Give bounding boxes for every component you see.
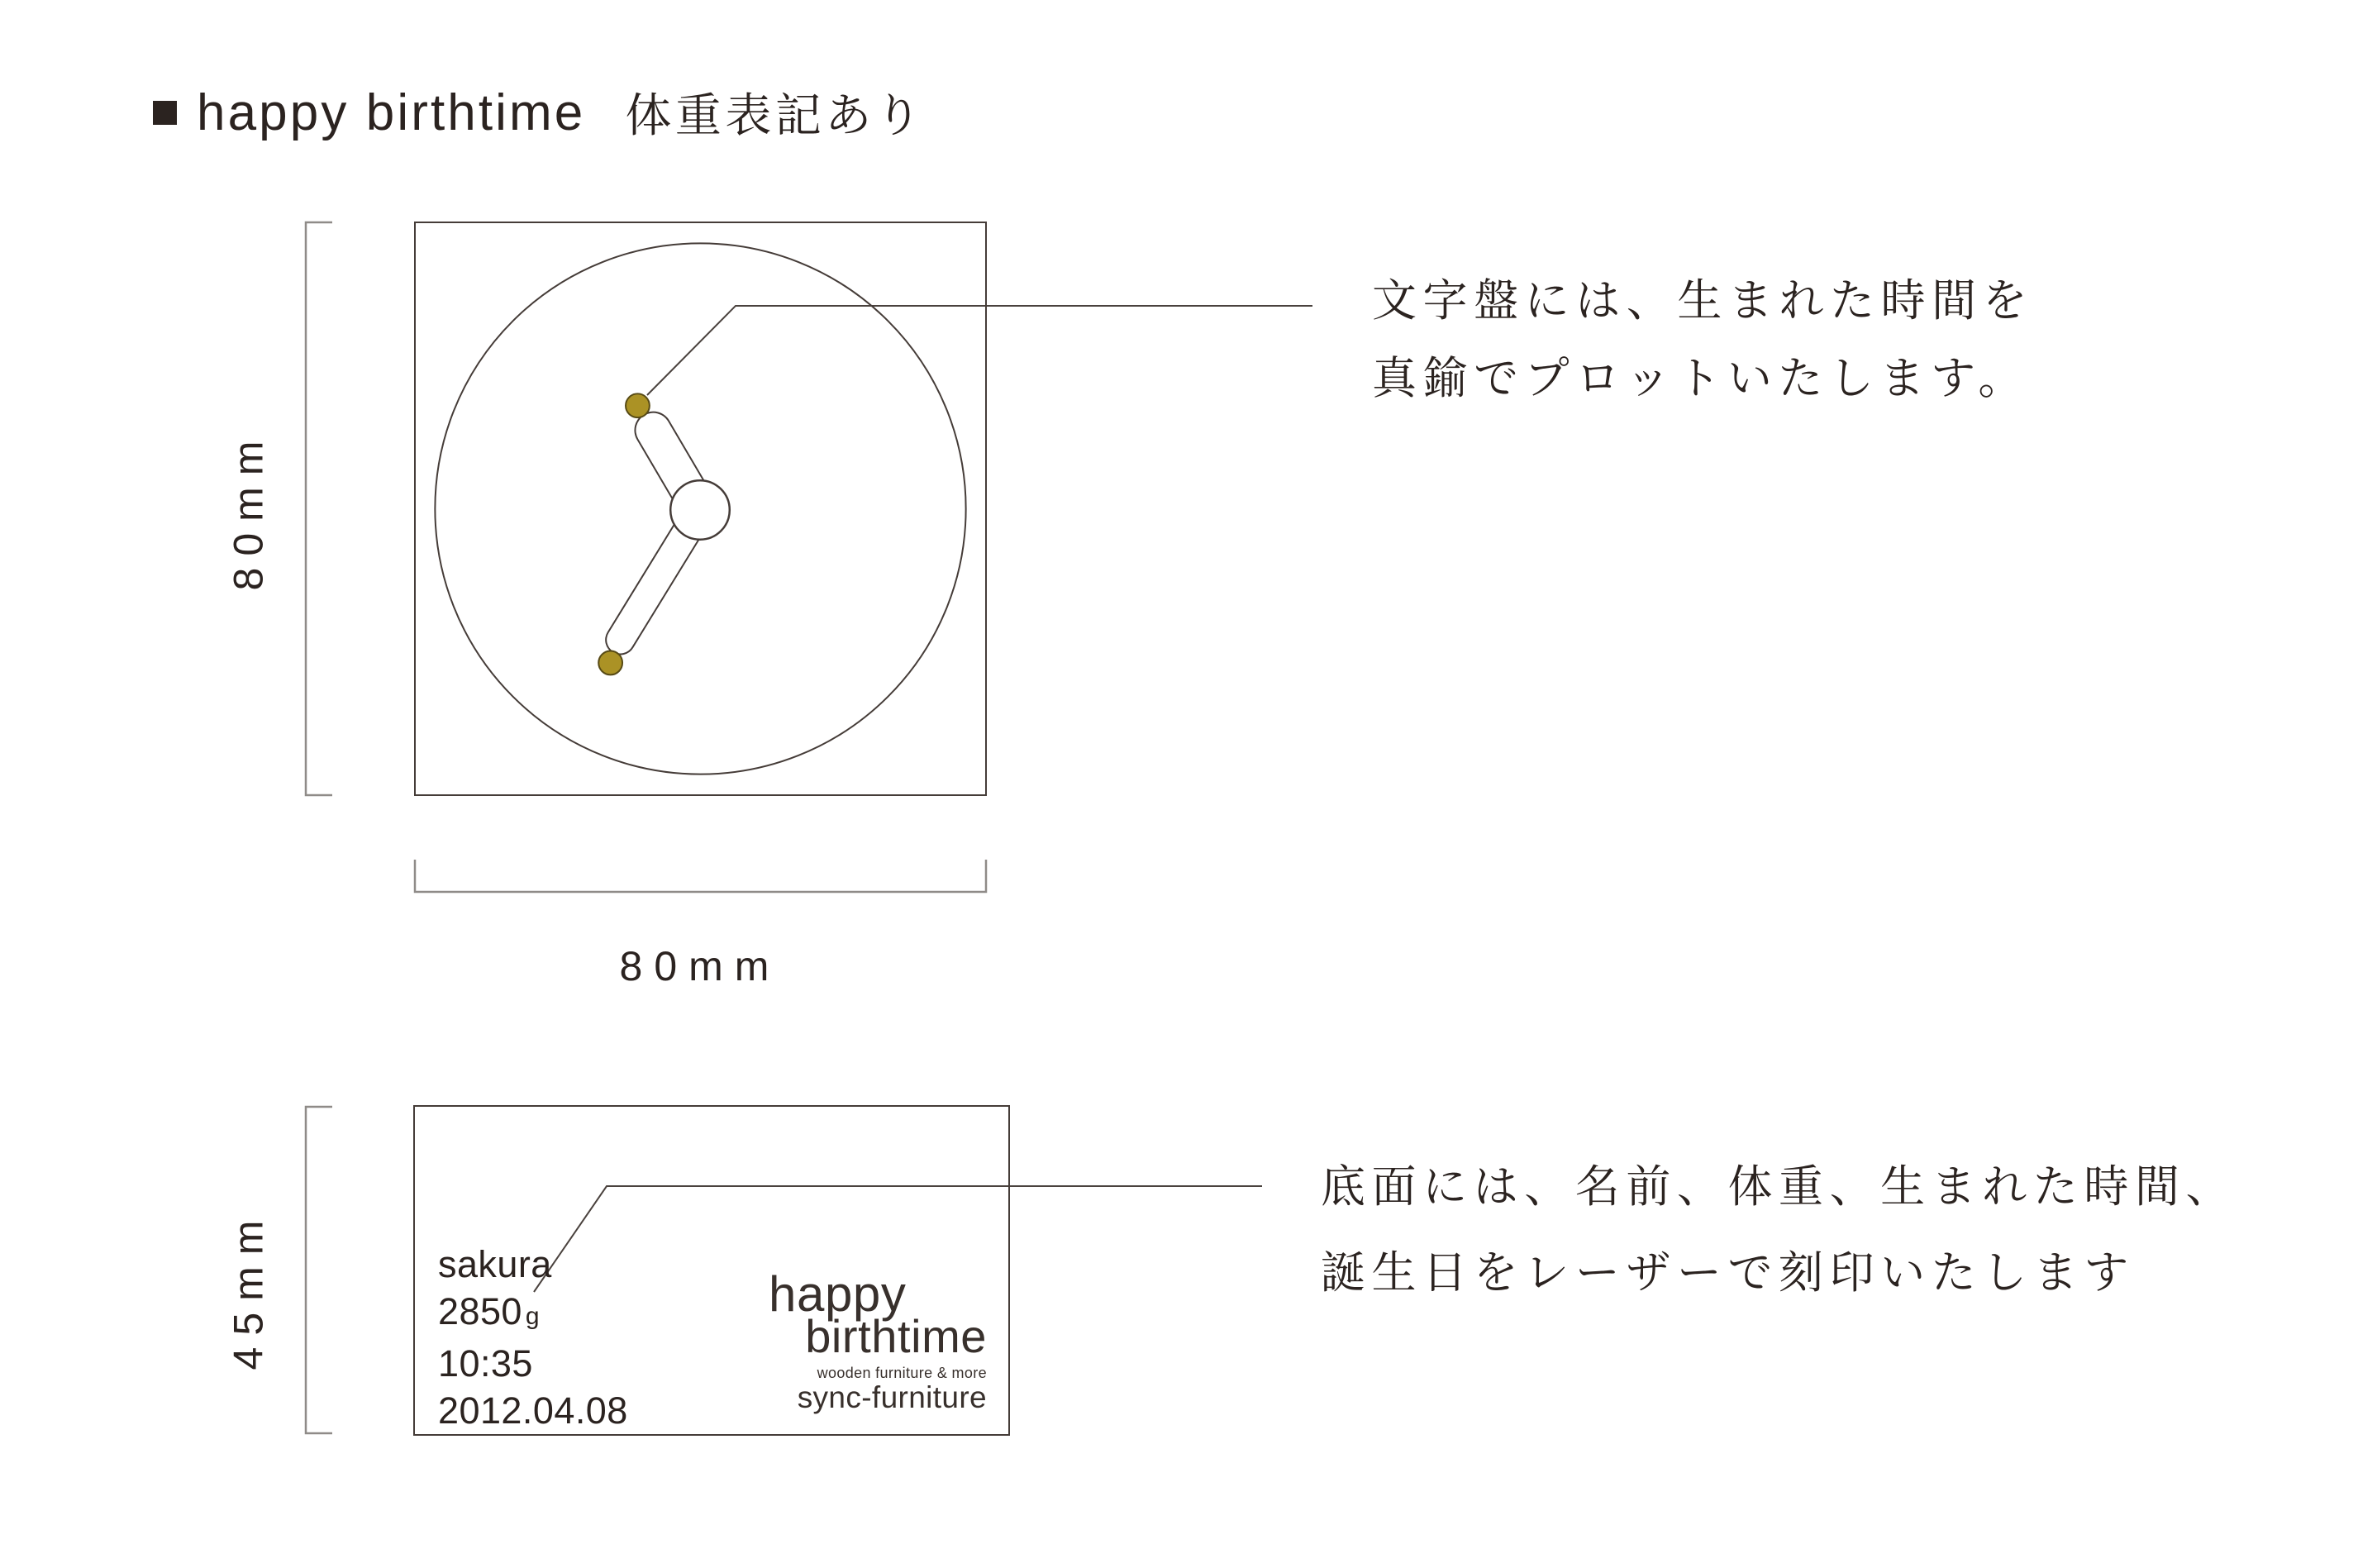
- bottom-annotation-line1: 底面には、名前、体重、生まれた時間、: [1321, 1162, 2237, 1212]
- clock-face-drawing: [416, 223, 985, 794]
- engraving-name: sakura: [438, 1243, 552, 1285]
- dimension-label-width-80mm: 80mm: [619, 943, 781, 989]
- product-variant-label: 体重表記あり: [625, 89, 926, 141]
- logo-happy: happy: [769, 1266, 907, 1322]
- square-bullet-icon: [153, 101, 177, 125]
- engraving-date: 2012.04.08: [438, 1389, 628, 1432]
- dimension-label-height-80mm: 80mm: [224, 429, 271, 591]
- engraving-time: 10:35: [438, 1342, 533, 1385]
- engraving-weight-unit: g: [525, 1303, 541, 1330]
- product-name: happy birthtime: [197, 83, 586, 141]
- dial-annotation: [1372, 274, 2033, 430]
- dimension-label-height-45mm: 45mm: [224, 1208, 271, 1370]
- brass-dot-hour: [626, 393, 650, 417]
- page-title: [153, 79, 925, 145]
- brass-dot-minute: [598, 651, 622, 675]
- center-hub: [670, 480, 730, 540]
- engraving-text-block: [438, 1241, 628, 1434]
- logo-tagline: wooden furniture & more: [817, 1365, 987, 1381]
- logo-brand-name: sync-furniture: [797, 1380, 987, 1414]
- dial-annotation-line1: 文字盤には、生まれた時間を: [1372, 276, 2034, 326]
- clock-front-view: [414, 222, 987, 796]
- logo-birthtime: birthtime: [805, 1310, 987, 1362]
- bottom-annotation-line2: 誕生日をレーザーで刻印いたします: [1321, 1248, 2135, 1298]
- dimension-bracket-80mm-horizontal: [415, 860, 986, 892]
- bottom-annotation: [1321, 1161, 2236, 1332]
- brand-logo: [769, 1266, 987, 1414]
- dial-annotation-line2: 真鍮でプロットいたします。: [1372, 354, 2029, 403]
- engraving-weight: 2850 g: [438, 1290, 541, 1332]
